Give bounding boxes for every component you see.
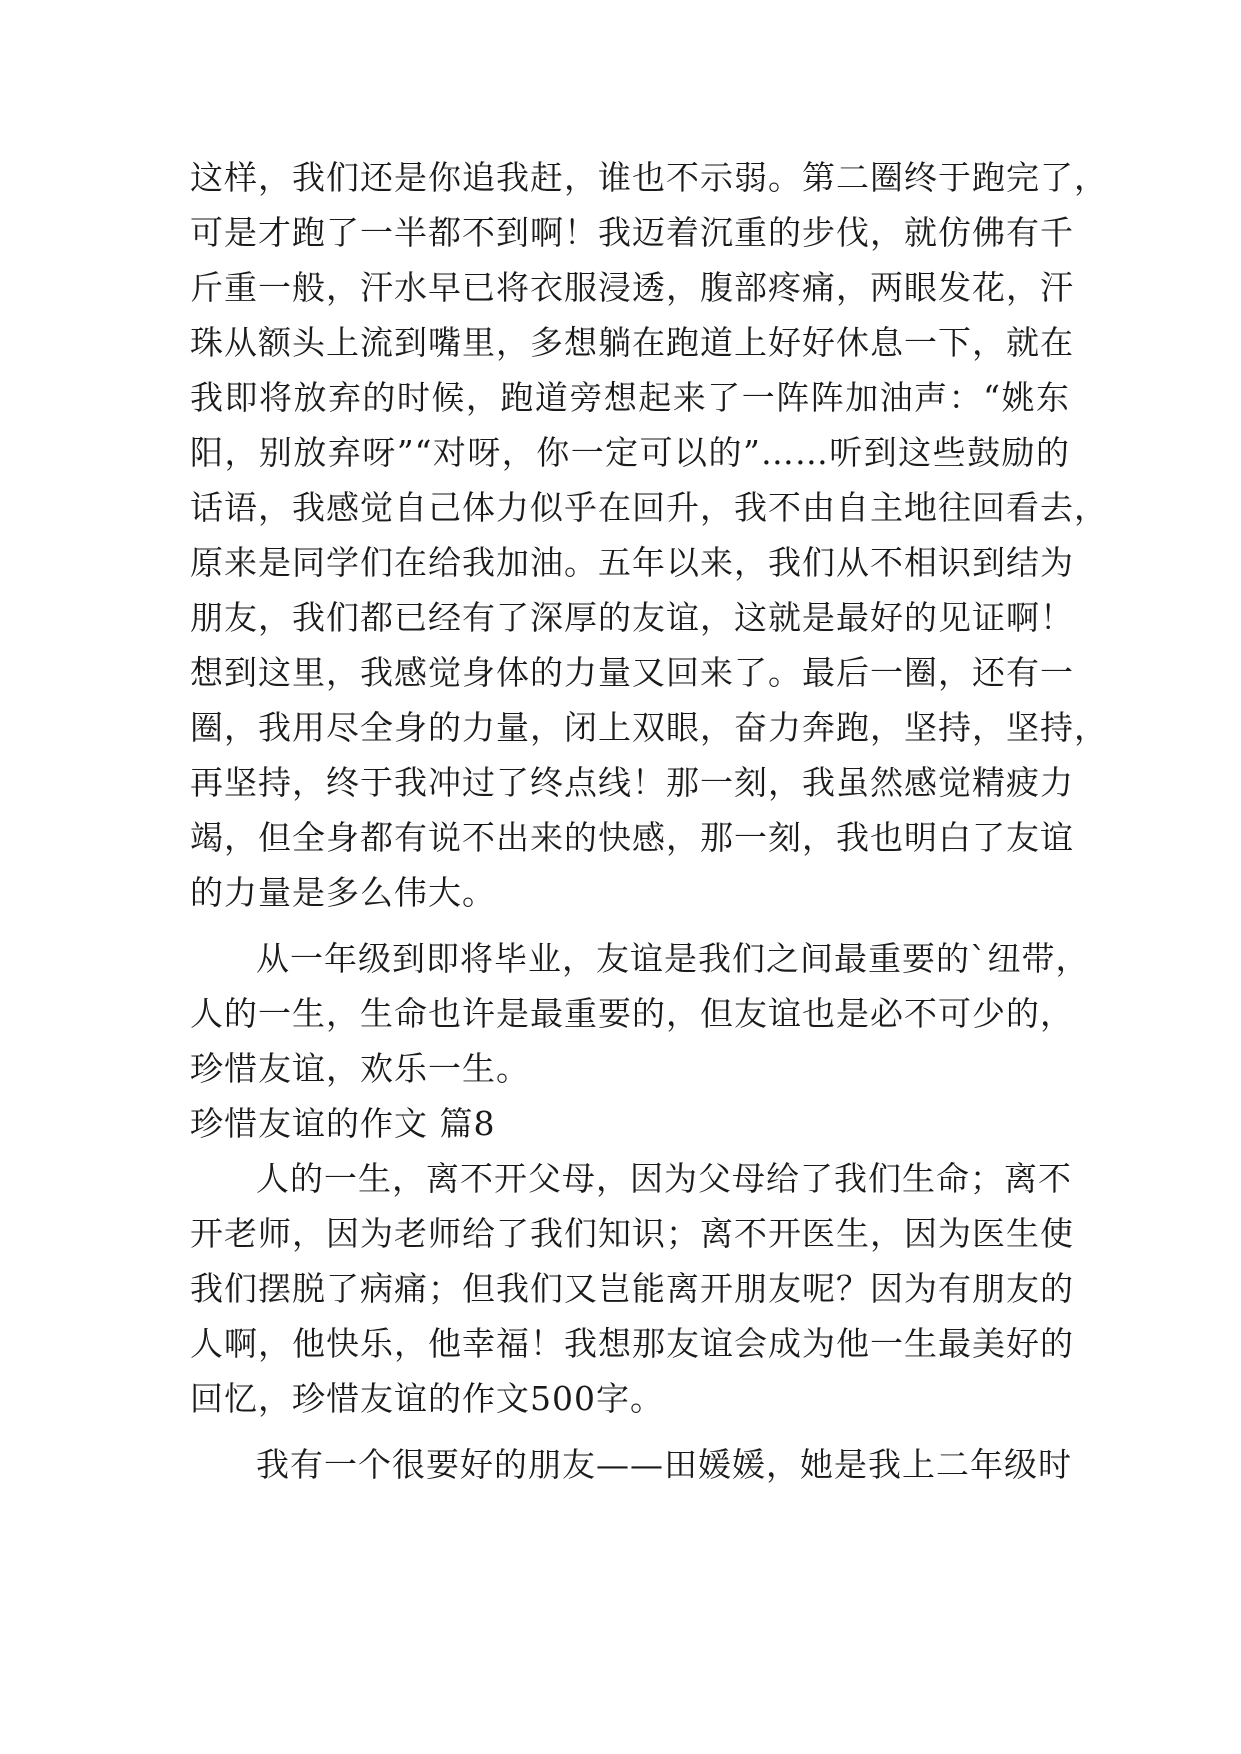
text-line: 话语，我感觉自己体力似乎在回升，我不由自主地往回看去， bbox=[190, 488, 1108, 527]
text-line: 珠从额头上流到嘴里，多想躺在跑道上好好休息一下，就在 bbox=[190, 323, 1074, 362]
text-line: 我有一个很要好的朋友——田媛媛，她是我上二年级时 bbox=[256, 1445, 1072, 1484]
text-line: 可是才跑了一半都不到啊！我迈着沉重的步伐，就仿佛有千 bbox=[190, 213, 1074, 252]
paragraph bbox=[190, 1151, 1074, 1426]
text-line: 圈，我用尽全身的力量，闭上双眼，奋力奔跑，坚持，坚持， bbox=[190, 708, 1108, 747]
text-line: 这样，我们还是你追我赶，谁也不示弱。第二圈终于跑完了， bbox=[190, 158, 1108, 197]
paragraph bbox=[190, 150, 1108, 920]
document-body bbox=[190, 150, 1108, 1492]
text-line: 再坚持，终于我冲过了终点线！那一刻，我虽然感觉精疲力 bbox=[190, 763, 1074, 802]
text-line: 人的一生，生命也许是最重要的，但友谊也是必不可少的， bbox=[190, 994, 1074, 1033]
text-line: 原来是同学们在给我加油。五年以来，我们从不相识到结为 bbox=[190, 543, 1074, 582]
text-line: 斤重一般，汗水早已将衣服浸透，腹部疼痛，两眼发花，汗 bbox=[190, 268, 1074, 307]
paragraph-gap bbox=[190, 920, 1070, 931]
text-line: 阳，别放弃呀”“对呀，你一定可以的”……听到这些鼓励的 bbox=[190, 433, 1070, 472]
paragraph-gap bbox=[190, 1426, 1070, 1437]
text-line: 竭，但全身都有说不出来的快感，那一刻，我也明白了友谊 bbox=[190, 818, 1074, 857]
text-line: 想到这里，我感觉身体的力量又回来了。最后一圈，还有一 bbox=[190, 653, 1074, 692]
paragraph bbox=[190, 931, 1090, 1096]
text-line: 我即将放弃的时候，跑道旁想起来了一阵阵加油声：“姚东 bbox=[190, 378, 1070, 417]
text-line: 人啊，他快乐，他幸福！我想那友谊会成为他一生最美好的 bbox=[190, 1324, 1074, 1363]
text-line: 从一年级到即将毕业，友谊是我们之间最重要的`纽带， bbox=[256, 939, 1090, 978]
text-line: 朋友，我们都已经有了深厚的友谊，这就是最好的见证啊！ bbox=[190, 598, 1074, 637]
section-title: 珍惜友谊的作文 篇8 bbox=[190, 1104, 496, 1143]
text-line: 开老师，因为老师给了我们知识；离不开医生，因为医生使 bbox=[190, 1214, 1074, 1253]
text-line: 人的一生，离不开父母，因为父母给了我们生命；离不 bbox=[256, 1159, 1072, 1198]
paragraph bbox=[190, 1437, 1070, 1492]
text-line: 我们摆脱了病痛；但我们又岂能离开朋友呢？因为有朋友的 bbox=[190, 1269, 1074, 1308]
text-line: 珍惜友谊，欢乐一生。 bbox=[190, 1049, 530, 1088]
text-line: 的力量是多么伟大。 bbox=[190, 873, 496, 912]
text-line: 回忆，珍惜友谊的作文500字。 bbox=[190, 1379, 664, 1418]
